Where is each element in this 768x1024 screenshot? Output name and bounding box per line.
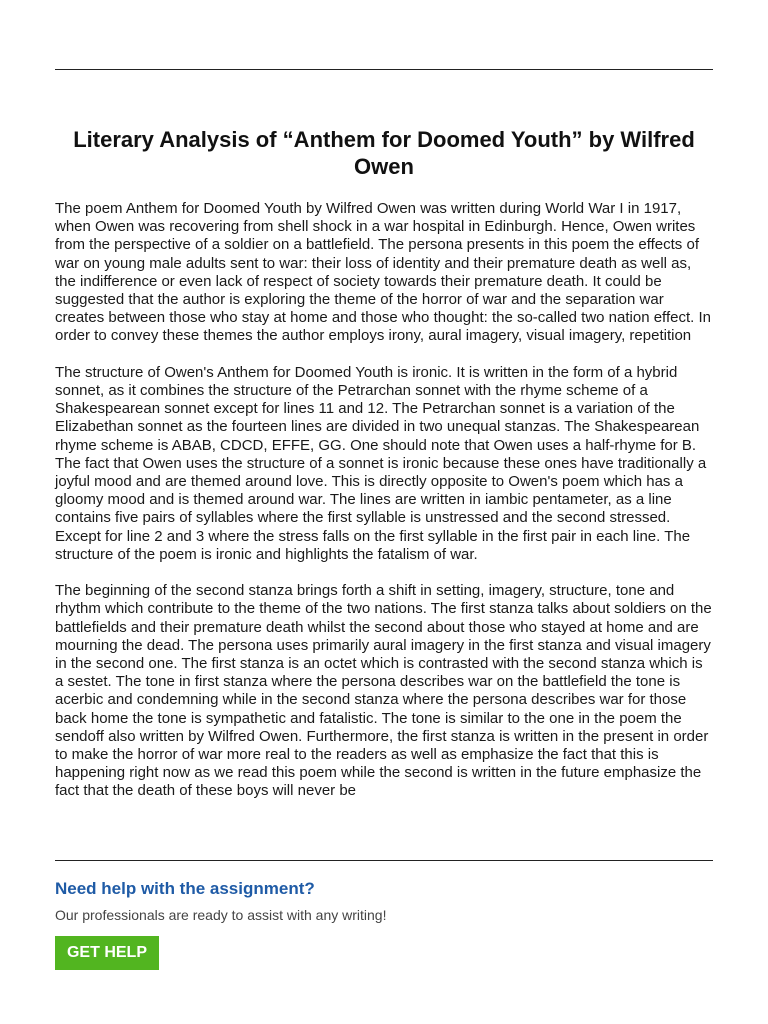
bottom-divider xyxy=(55,860,713,861)
paragraph-1: The poem Anthem for Doomed Youth by Wilfred Owen was written during World War I in 1917, when Owen was recovering from shell shock in a war hospital in Edinburgh. Hence, Owen writes from the perspective of a soldier on a battlefield. The persona presents in this poem the effects of war on young male adults sent to war: their loss of identity and their premature death as well as, the indifference or even lack of respect of society towards their premature death. It could be suggested that the author is exploring the theme of the horror of war and the separation war creates between those who stay at home and those who thought: the so-called two nation effect. In order to convey these themes the author employs irony, aural imagery, visual imagery, repetition xyxy=(55,200,711,345)
document-body xyxy=(55,200,715,819)
paragraph-3: The beginning of the second stanza brings forth a shift in setting, imagery, structure, tone and rhythm which contribute to the theme of the two nations. The first stanza talks about soldiers on the battlefields and their premature death whilst the second about those who stayed at home and are mourning the dead. The persona uses primarily aural imagery in the first stanza and visual imagery in the second one. The first stanza is an octet which is contrasted with the second stanza which is a sestet. The tone in first stanza where the persona describes war on the battlefield the tone is acerbic and condemning while in the second stanza where the persona describes war for those back home the tone is sympathetic and fatalistic. The tone is similar to the one in the poem the sendoff also written by Wilfred Owen. Furthermore, the first stanza is written in the present in order to make the horror of war more real to the readers as well as emphasize the fact that this is happening right now as we read this poem while the second is written in the future emphasize the fact that the death of these boys will never be xyxy=(55,582,712,800)
get-help-button[interactable]: GET HELP xyxy=(55,936,159,970)
paragraph-2: The structure of Owen's Anthem for Doomed Youth is ironic. It is written in the form of a hybrid sonnet, as it combines the structure of the Petrarchan sonnet with the rhyme scheme of a Shakespearean sonnet except for lines 11 and 12. The Petrarchan sonnet is a variation of the Elizabethan sonnet as the fourteen lines are divided in two unequal stanzas. The Shakespearean rhyme scheme is ABAB, CDCD, EFFE, GG. One should note that Owen uses a half-rhyme for B. The fact that Owen uses the structure of a sonnet is ironic because these ones have traditionally a joyful mood and are themed around love. This is directly opposite to Owen's poem which has a gloomy mood and is themed around war. The lines are written in iambic pentameter, as a line contains five pairs of syllables where the first syllable is unstressed and the second stressed. Except for line 2 and 3 where the stress falls on the first syllable in the first pair in each line. The structure of the poem is ironic and highlights the fatalism of war. xyxy=(55,363,707,563)
help-subtext: Our professionals are ready to assist with any writing! xyxy=(55,907,387,923)
help-heading: Need help with the assignment? xyxy=(55,879,315,898)
page-title: Literary Analysis of “Anthem for Doomed Youth” by Wilfred Owen xyxy=(73,127,695,179)
